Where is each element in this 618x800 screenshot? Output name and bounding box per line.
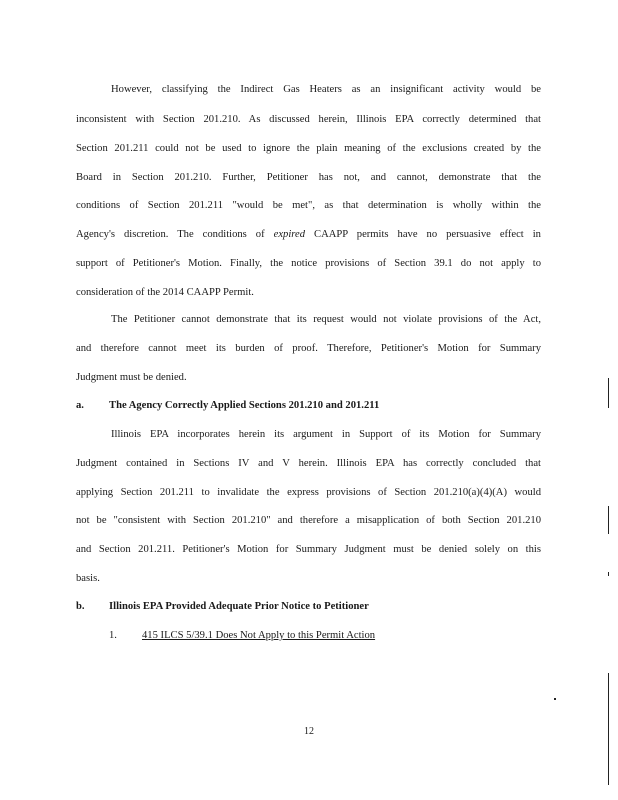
heading-label: a.	[76, 400, 84, 411]
paragraph-line	[76, 228, 541, 242]
paragraph-line: Judgment contained in Sections IV and V herein. Illinois EPA has correctly concluded that	[76, 458, 541, 469]
heading-text: Illinois EPA Provided Adequate Prior Notice to Petitioner	[109, 601, 369, 612]
paragraph-line: Board in Section 201.210. Further, Petitioner has not, and cannot, demonstrate that the	[76, 172, 541, 183]
emphasis-expired: expired	[273, 229, 306, 240]
heading-label: b.	[76, 601, 85, 612]
paragraph-line: However, classifying the Indirect Gas Heaters as an insignificant activity would be	[111, 84, 541, 95]
subheading-label: 1.	[109, 630, 117, 641]
scan-mark	[608, 572, 609, 576]
paragraph-line: applying Section 201.211 to invalidate the express provisions of Section 201.210(a)(4)(A) would	[76, 487, 541, 498]
paragraph-line: support of Petitioner's Motion. Finally, the notice provisions of Section 39.1 do not apply to	[76, 258, 541, 269]
paragraph-line: basis.	[76, 573, 100, 584]
paragraph-line-start: Agency's discretion. The conditions of	[76, 229, 265, 240]
scan-mark	[608, 506, 609, 534]
paragraph-line: conditions of Section 201.211 "would be met", as that determination is wholly within the	[76, 200, 541, 211]
paragraph-line: consideration of the 2014 CAAPP Permit.	[76, 287, 254, 298]
paragraph-line: The Petitioner cannot demonstrate that its request would not violate provisions of the Act,	[111, 314, 541, 325]
scan-mark	[608, 673, 609, 785]
page-number: 12	[304, 726, 314, 737]
heading-text: The Agency Correctly Applied Sections 201.210 and 201.211	[109, 400, 380, 411]
paragraph-line: and therefore cannot meet its burden of proof. Therefore, Petitioner's Motion for Summary	[76, 343, 541, 354]
scan-mark	[554, 698, 556, 700]
paragraph-line: not be "consistent with Section 201.210" and therefore a misapplication of both Section 201.210	[76, 515, 541, 526]
paragraph-line: and Section 201.211. Petitioner's Motion for Summary Judgment must be denied solely on this	[76, 544, 541, 555]
paragraph-line: Section 201.211 could not be used to ignore the plain meaning of the exclusions created by the	[76, 143, 541, 154]
paragraph-line-end: CAAPP permits have no persuasive effect in	[314, 229, 541, 240]
paragraph-line: Illinois EPA incorporates herein its argument in Support of its Motion for Summary	[111, 429, 541, 440]
subheading-text: 415 ILCS 5/39.1 Does Not Apply to this Permit Action	[142, 630, 376, 641]
scan-mark	[608, 378, 609, 408]
paragraph-line: Judgment must be denied.	[76, 372, 187, 383]
paragraph-line: inconsistent with Section 201.210. As discussed herein, Illinois EPA correctly determined that	[76, 114, 541, 125]
